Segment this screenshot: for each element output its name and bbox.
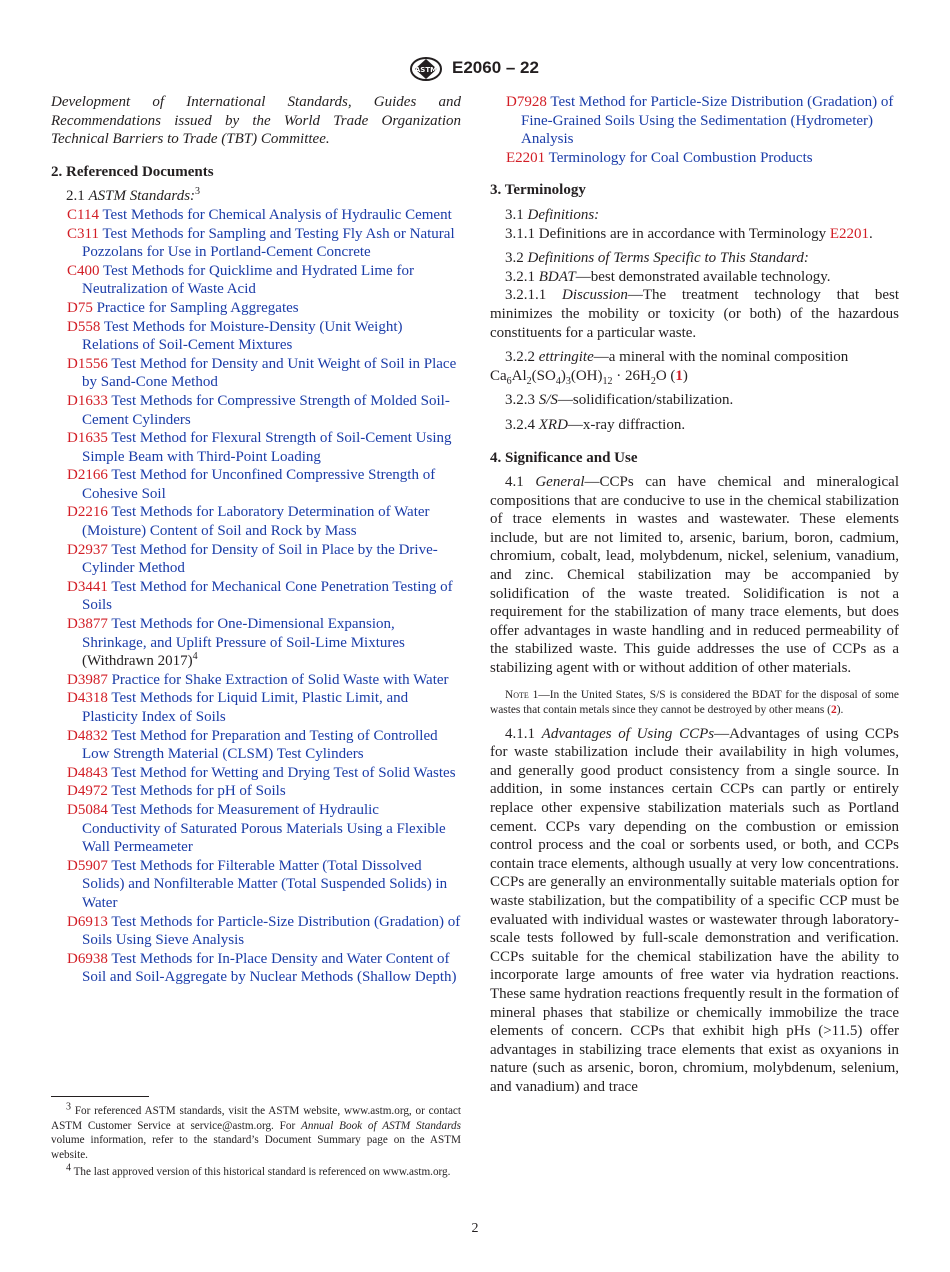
reference-item-d5907 xyxy=(51,857,461,913)
page-number: 2 xyxy=(471,1221,479,1236)
reference-title-link[interactable]: Test Method for Density and Unit Weight of Soil in Place by Sand-Cone Method xyxy=(82,355,457,391)
standard-designation: E2060 – 22 xyxy=(452,58,539,77)
reference-title-link[interactable]: Test Method for Mechanical Cone Penetration Testing of Soils xyxy=(82,578,453,614)
reference-title-link[interactable]: Test Methods for Measurement of Hydraulic Conductivity of Saturated Porous Materials Using a Flexible Wall Permeameter xyxy=(82,801,446,856)
reference-code-link[interactable]: D4318 xyxy=(67,690,108,707)
section-3-1-1: 3.1.1 Definitions are in accordance with Terminology E2201. xyxy=(505,225,873,242)
reference-item-d2166 xyxy=(51,466,461,503)
reference-code-link[interactable]: D7928 xyxy=(506,94,547,110)
section-3-2-1: 3.2.1 BDAT—best demonstrated available technology. xyxy=(505,268,831,285)
reference-item-c114 xyxy=(51,206,461,225)
note-1: Note 1—In the United States, S/S is considered the BDAT for the disposal of some wastes that contain metals since they cannot be destroyed by other means (2). xyxy=(490,688,899,717)
reference-title-link[interactable]: Terminology for Coal Combustion Products xyxy=(548,149,813,166)
svg-text:ASTM: ASTM xyxy=(414,66,438,74)
reference-code-link[interactable]: D6913 xyxy=(67,913,108,930)
section-4-1-1: 4.1.1 Advantages of Using CCPs—Advantages of using CCPs for waste stabilization include their availability in high volumes, and generally good product consistency from a single source. In addition, in some instances certain CCPs can partly or entirely replace other expensive stabilization materials such as Portland cement. CCPs vary depending on the combustion or emission control process and the coal or sorbents used, or both, and CCPs contain trace elements, although usually at very low concentrations. CCPs are generally an environmentally suitable materials option for waste stabilization, but the compatibility of a specific CCP must be evaluated with individual wastes or wastewater through laboratory-scale tests followed by full-scale demonstration and verification. CCPs suitable for the chemical stabilization have the ability to incorporate large amounts of free water via hydration reactions. These same hydration reactions frequently result in the formation of mineral phases that stabilize or chemically immobilize the trace elements of concern. CCPs that exhibit high pHs (>11.5) offer advantages in stabilizing trace elements that exist as oxyanions in nature (such as arsenic, boron, chromium, molybdenum, selenium, and vanadium) and trace xyxy=(490,725,900,1095)
reference-code-link[interactable]: D4832 xyxy=(67,727,108,744)
reference-code-link[interactable]: C311 xyxy=(67,225,99,242)
reference-item-e2201 xyxy=(490,149,899,168)
reference-item-c311 xyxy=(51,225,461,262)
section-3-2-4: 3.2.4 XRD—x-ray diffraction. xyxy=(505,416,686,433)
reference-item-c400 xyxy=(51,262,461,299)
reference-code-link[interactable]: C400 xyxy=(67,262,100,279)
intro-paragraph: Development of International Standards, Guides and Recommendations issued by the World Trade Organization Technical Barriers to Trade (TBT) Committee. xyxy=(51,94,461,148)
page-header xyxy=(0,56,950,84)
reference-item-d6913 xyxy=(51,913,461,950)
section-3-2-2: 3.2.2 ettringite—a mineral with the nominal composition xyxy=(505,349,849,366)
reference-item-d2937 xyxy=(51,541,461,578)
reference-code-link[interactable]: D3987 xyxy=(67,671,108,688)
reference-status: (Withdrawn 2017) xyxy=(82,653,193,670)
reference-title-link[interactable]: Test Methods for Laboratory Determination of Water (Moisture) Content of Soil and Rock by Mass xyxy=(82,504,430,540)
section-2-heading: 2. Referenced Documents xyxy=(51,163,214,180)
section-4-1: 4.1 General—CCPs can have chemical and mineralogical compositions that are conducive to use in the chemical stabilization of trace elements in wastes and wastewater. These elements include, but are not limited to, arsenic, barium, boron, cadmium, chromium, cobalt, lead, molybdenum, nickel, selenium, vanadium, and zinc. Chemical stabilization may be accompanied by solidification of the waste treated. Solidification is not a requirement for the stabilization of many trace elements, but does offer advantages in waste handling and in reduced permeability of the stabilized waste. This guide addresses the use of CCPs as a stabilizing agent with or without addition of other materials. xyxy=(490,474,900,677)
reference-code-link[interactable]: D1556 xyxy=(67,355,108,372)
reference-title-link[interactable]: Test Method for Particle-Size Distribution (Gradation) of Fine-Grained Soils Using the Sedimentation (Hydrometer) Analysis xyxy=(521,94,894,148)
reference-code-link[interactable]: D3877 xyxy=(67,616,108,633)
ref-link-e2201[interactable]: E2201 xyxy=(829,225,870,242)
referenced-documents-list-continued xyxy=(490,93,899,167)
reference-title-link[interactable]: Test Method for Preparation and Testing of Controlled Low Strength Material (CLSM) Test Cylinders xyxy=(82,727,438,763)
reference-code-link[interactable]: D2937 xyxy=(67,541,108,558)
reference-code-link[interactable]: D2216 xyxy=(67,504,108,521)
reference-code-link[interactable]: D558 xyxy=(67,318,101,335)
section-3-2-3: 3.2.3 S/S—solidification/stabilization. xyxy=(505,392,734,409)
reference-code-link[interactable]: D4972 xyxy=(67,783,108,800)
reference-title-link[interactable]: Test Methods for In-Place Density and Water Content of Soil and Soil-Aggregate by Nuclear Methods (Shallow Depth) xyxy=(82,950,457,986)
ref-link-1[interactable]: 1 xyxy=(675,367,683,384)
reference-code-link[interactable]: D3441 xyxy=(67,578,108,595)
reference-item-d1635 xyxy=(51,429,461,466)
reference-item-d1556 xyxy=(51,355,461,392)
reference-code-link[interactable]: D5084 xyxy=(67,801,108,818)
reference-item-d4843 xyxy=(51,764,461,783)
reference-title-link[interactable]: Test Methods for One-Dimensional Expansion, Shrinkage, and Uplift Pressure of Soil-Lime Mixtures xyxy=(82,616,405,651)
reference-item-d5084 xyxy=(51,801,461,857)
reference-code-link[interactable]: D5907 xyxy=(67,857,108,874)
reference-item-d4318 xyxy=(51,689,461,726)
reference-item-d558 xyxy=(51,318,461,355)
reference-code-link[interactable]: C114 xyxy=(67,206,99,223)
ettringite-formula: $Ca_6Al_2(SO_4)_3(OH)_{12} \cdot 26H_2O$ (1) xyxy=(490,367,688,387)
referenced-documents-list xyxy=(51,206,461,987)
reference-code-link[interactable]: D75 xyxy=(67,299,93,316)
reference-title-link[interactable]: Test Methods for Liquid Limit, Plastic Limit, and Plasticity Index of Soils xyxy=(82,690,409,725)
reference-code-link[interactable]: D6938 xyxy=(67,950,108,967)
left-column xyxy=(51,93,461,987)
reference-item-d2216 xyxy=(51,503,461,540)
reference-item-d4832 xyxy=(51,727,461,764)
footnotes xyxy=(51,1101,461,1182)
reference-code-link[interactable]: D2166 xyxy=(67,467,108,484)
reference-item-d6938 xyxy=(51,950,461,987)
reference-item-d1633 xyxy=(51,392,461,429)
ref-link-2[interactable]: 2 xyxy=(830,704,837,717)
astm-logo-icon xyxy=(408,56,444,82)
reference-title-link[interactable]: Test Method for Unconfined Compressive Strength of Cohesive Soil xyxy=(82,467,436,502)
section-3-heading: 3. Terminology xyxy=(490,182,586,199)
reference-item-d3987 xyxy=(51,671,461,690)
reference-code-link[interactable]: D1633 xyxy=(67,392,108,409)
reference-title-link[interactable]: Test Methods for Quicklime and Hydrated Lime for Neutralization of Waste Acid xyxy=(82,262,414,298)
section-2-1: 2.1 ASTM Standards:$^3$ xyxy=(66,186,201,205)
reference-title-link[interactable]: Test Methods for Moisture-Density (Unit Weight) Relations of Soil-Cement Mixtures xyxy=(82,318,403,354)
reference-title-link[interactable]: Test Methods for Chemical Analysis of Hydraulic Cement xyxy=(102,206,452,223)
reference-code-link[interactable]: E2201 xyxy=(506,149,546,166)
reference-item-d3877 xyxy=(51,615,461,671)
section-3-1: 3.1 Definitions: xyxy=(505,206,600,223)
section-3-2-1-1: 3.2.1.1 Discussion—The treatment technology that best minimizes the mobility or toxicity (or both) of the hazardous constituents for a particular waste. xyxy=(490,287,900,341)
reference-title-link[interactable]: Test Methods for Filterable Matter (Total Dissolved Solids) and Nonfilterable Matter (Total Suspended Solids) in Water xyxy=(82,857,448,911)
reference-item-d7928 xyxy=(490,93,899,149)
reference-title-link[interactable]: Test Method for Flexural Strength of Soil-Cement Using Simple Beam with Third-Point Loading xyxy=(82,430,452,465)
section-3-2: 3.2 Definitions of Terms Specific to This Standard: xyxy=(505,250,809,267)
section-4-heading: 4. Significance and Use xyxy=(490,449,638,466)
right-column xyxy=(490,93,899,1097)
footnote-marker: 4 xyxy=(192,651,198,663)
reference-code-link[interactable]: D4843 xyxy=(67,764,108,781)
footnote-rule xyxy=(51,1096,149,1097)
reference-title-link[interactable]: Test Method for Wetting and Drying Test of Solid Wastes xyxy=(111,764,456,781)
footnote-4: $^4$ The last approved version of this historical standard is referenced on www.astm.org. xyxy=(66,1162,451,1178)
reference-title-link[interactable]: Test Methods for Sampling and Testing Fly Ash or Natural Pozzolans for Use in Portland-Cement Concrete xyxy=(82,225,455,261)
reference-item-d3441 xyxy=(51,578,461,615)
reference-item-d75 xyxy=(51,299,461,318)
reference-title-link[interactable]: Test Methods for Compressive Strength of Molded Soil-Cement Cylinders xyxy=(82,392,450,428)
reference-title-link[interactable]: Test Methods for pH of Soils xyxy=(111,783,286,800)
reference-title-link[interactable]: Test Method for Density of Soil in Place by the Drive-Cylinder Method xyxy=(82,541,438,577)
reference-item-d4972 xyxy=(51,782,461,801)
footnote-3: $^3$ For referenced ASTM standards, visit the ASTM website, www.astm.org, or contact ASTM Customer Service at service@astm.org. For Annual Book of ASTM Standards volume information, refer to the standard’s Document Summary page on the ASTM website. xyxy=(51,1101,461,1162)
reference-title-link[interactable]: Practice for Shake Extraction of Solid Waste with Water xyxy=(111,671,449,688)
reference-title-link[interactable]: Practice for Sampling Aggregates xyxy=(96,299,299,316)
reference-title-link[interactable]: Test Methods for Particle-Size Distribution (Gradation) of Soils Using Sieve Analysis xyxy=(82,913,461,949)
reference-code-link[interactable]: D1635 xyxy=(67,430,108,447)
